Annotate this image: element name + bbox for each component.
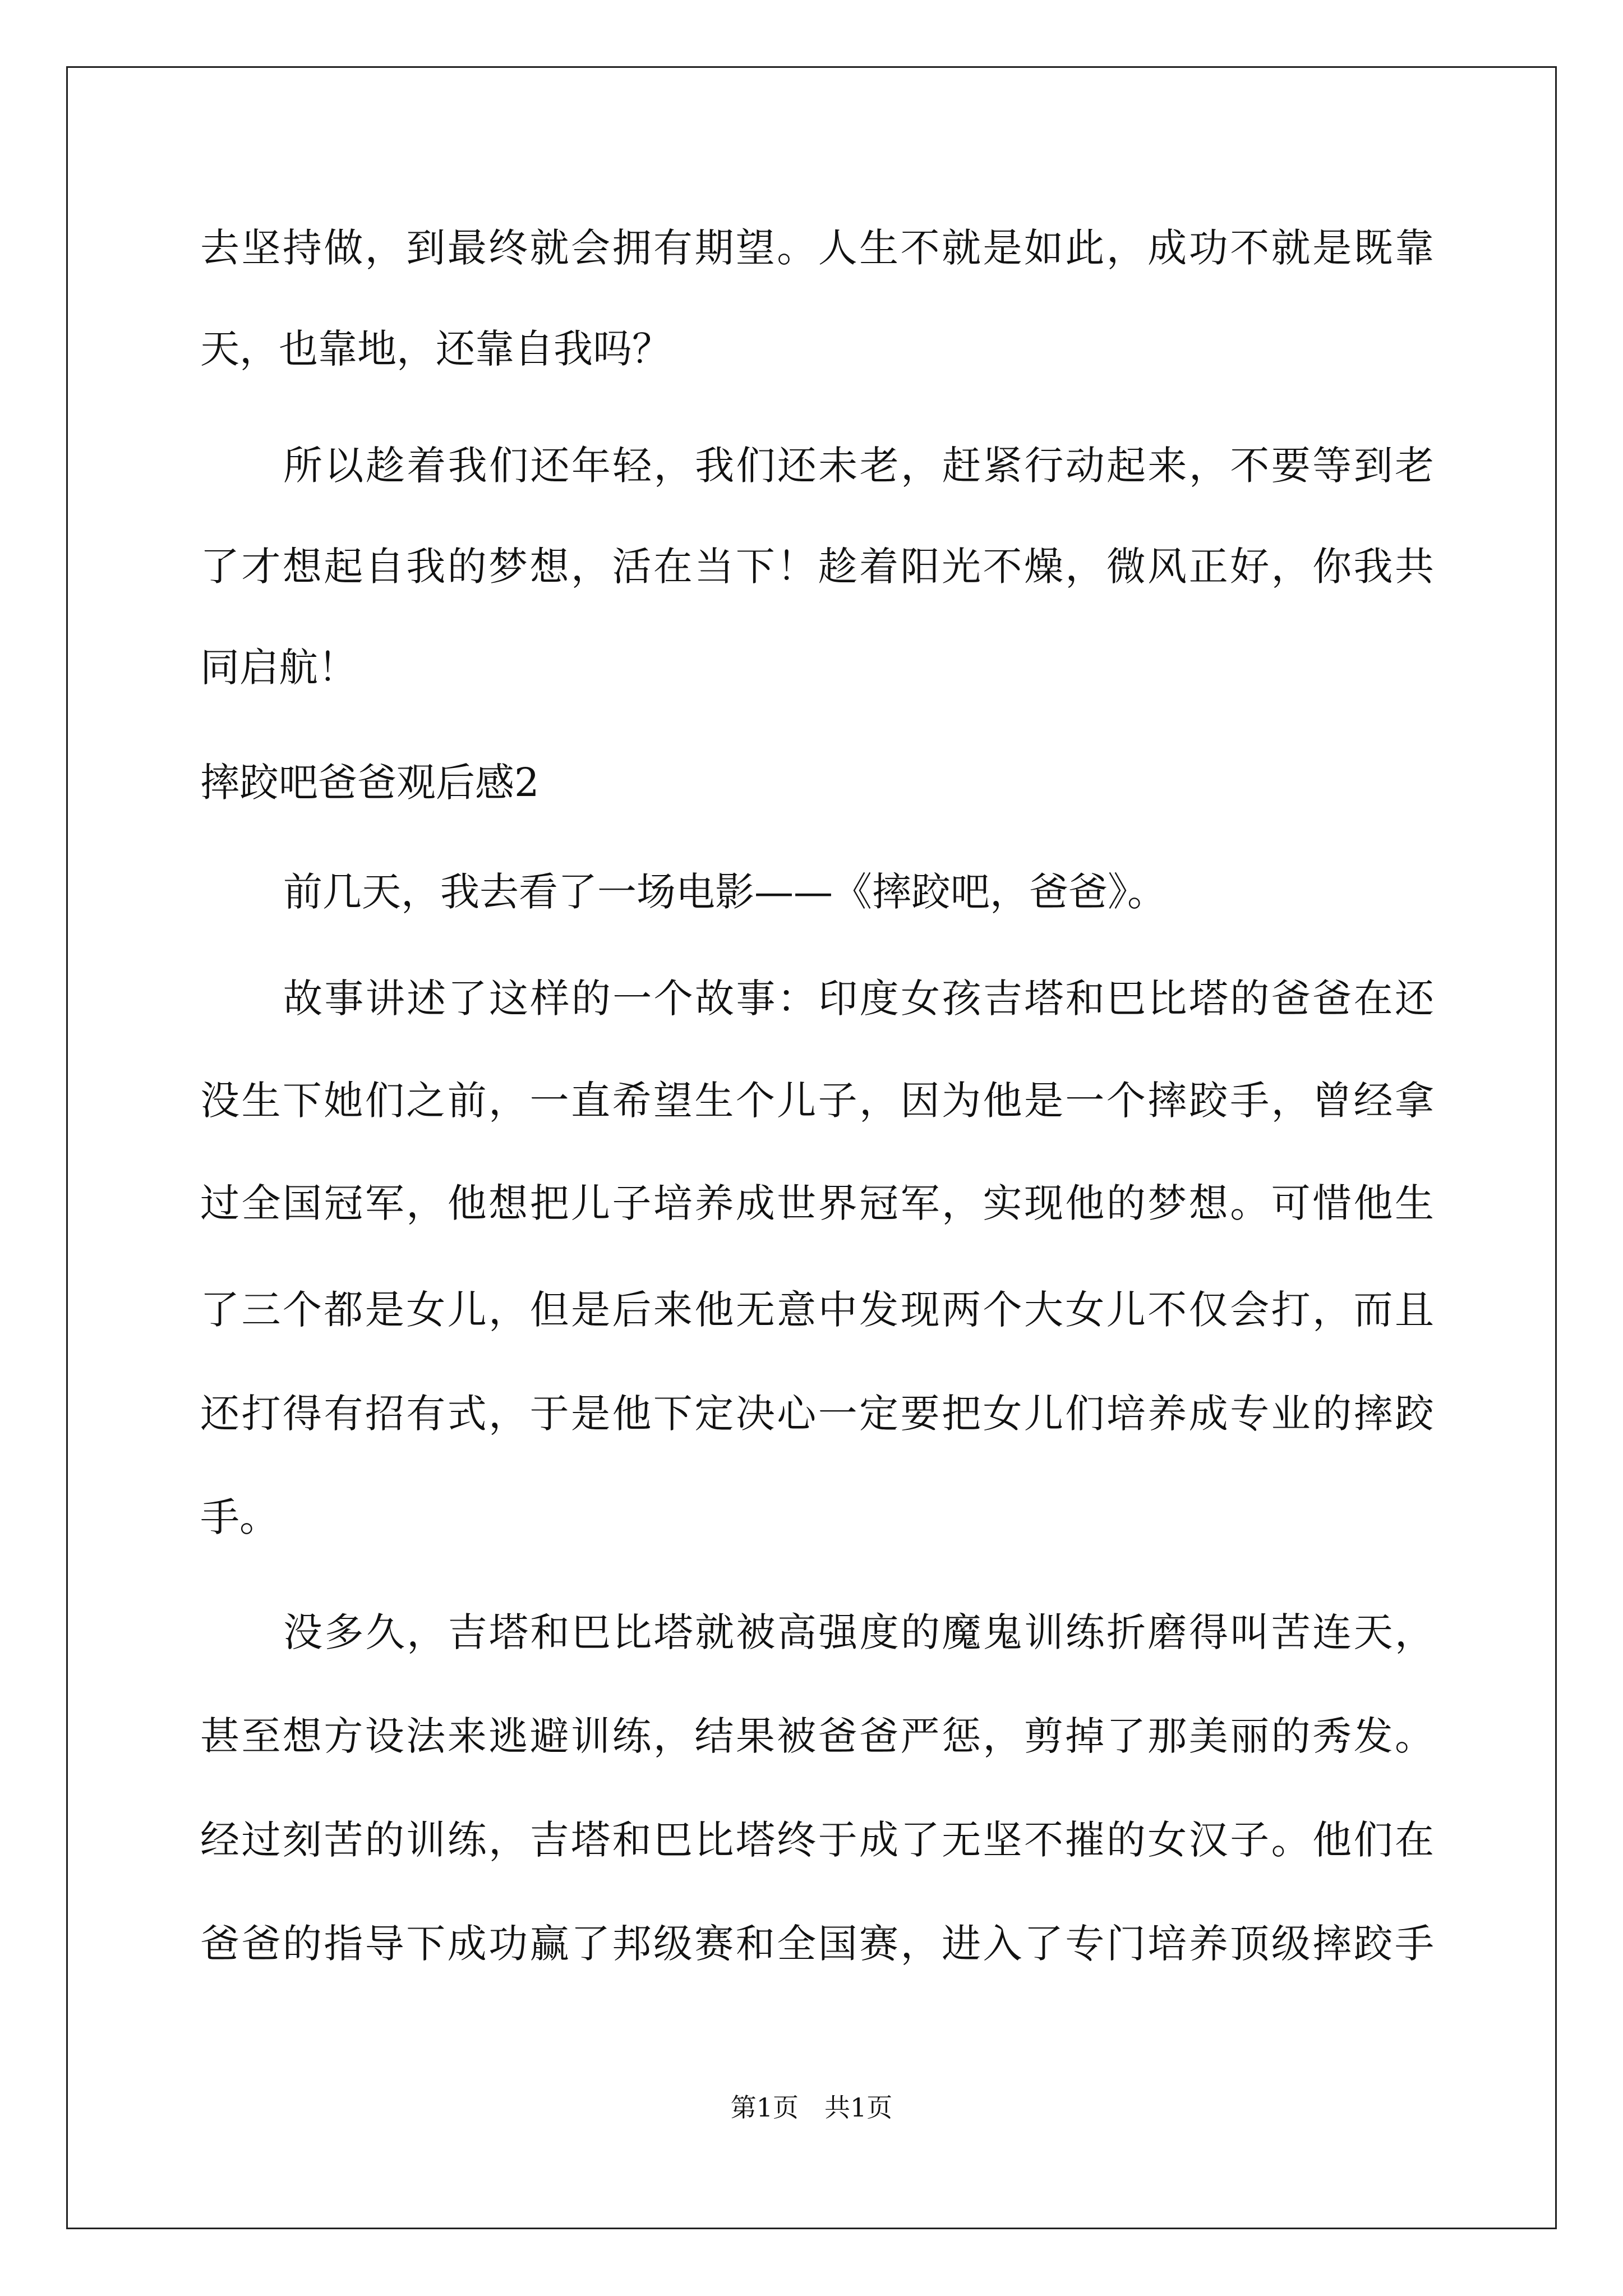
text-line: 没生下她们之前，一直希望生个儿子，因为他是一个摔跤手，曾经拿 xyxy=(200,1078,1434,1124)
text-line: 所以趁着我们还年轻，我们还未老，赶紧行动起来，不要等到老 xyxy=(283,443,1434,489)
text-line: 同启航！ xyxy=(200,645,357,691)
text-line: 经过刻苦的训练，吉塔和巴比塔终于成了无坚不摧的女汉子。他们在 xyxy=(200,1817,1434,1863)
section-heading: 摔跤吧爸爸观后感2 xyxy=(200,760,540,806)
text-line: 甚至想方设法来逃避训练，结果被爸爸严惩，剪掉了那美丽的秀发。 xyxy=(200,1713,1434,1759)
text-line: 前几天，我去看了一场电影——《摔跤吧，爸爸》。 xyxy=(283,869,1166,915)
page-footer: 第1页 共1页 xyxy=(730,2092,893,2123)
text-line: 天，也靠地，还靠自我吗？ xyxy=(200,326,671,372)
text-line: 过全国冠军，他想把儿子培养成世界冠军，实现他的梦想。可惜他生 xyxy=(200,1180,1434,1226)
text-line: 没多久，吉塔和巴比塔就被高强度的魔鬼训练折磨得叫苦连天， xyxy=(283,1609,1434,1655)
text-line: 还打得有招有式，于是他下定决心一定要把女儿们培养成专业的摔跤 xyxy=(200,1391,1434,1437)
text-line: 故事讲述了这样的一个故事：印度女孩吉塔和巴比塔的爸爸在还 xyxy=(283,976,1434,1022)
text-line: 了三个都是女儿，但是后来他无意中发现两个大女儿不仅会打，而且 xyxy=(200,1287,1434,1333)
text-line: 去坚持做，到最终就会拥有期望。人生不就是如此，成功不就是既靠 xyxy=(200,225,1434,271)
page-border xyxy=(66,66,1557,2229)
text-line: 了才想起自我的梦想，活在当下！趁着阳光不燥，微风正好，你我共 xyxy=(200,544,1434,590)
text-line: 手。 xyxy=(200,1494,279,1540)
text-line: 爸爸的指导下成功赢了邦级赛和全国赛，进入了专门培养顶级摔跤手 xyxy=(200,1921,1434,1967)
